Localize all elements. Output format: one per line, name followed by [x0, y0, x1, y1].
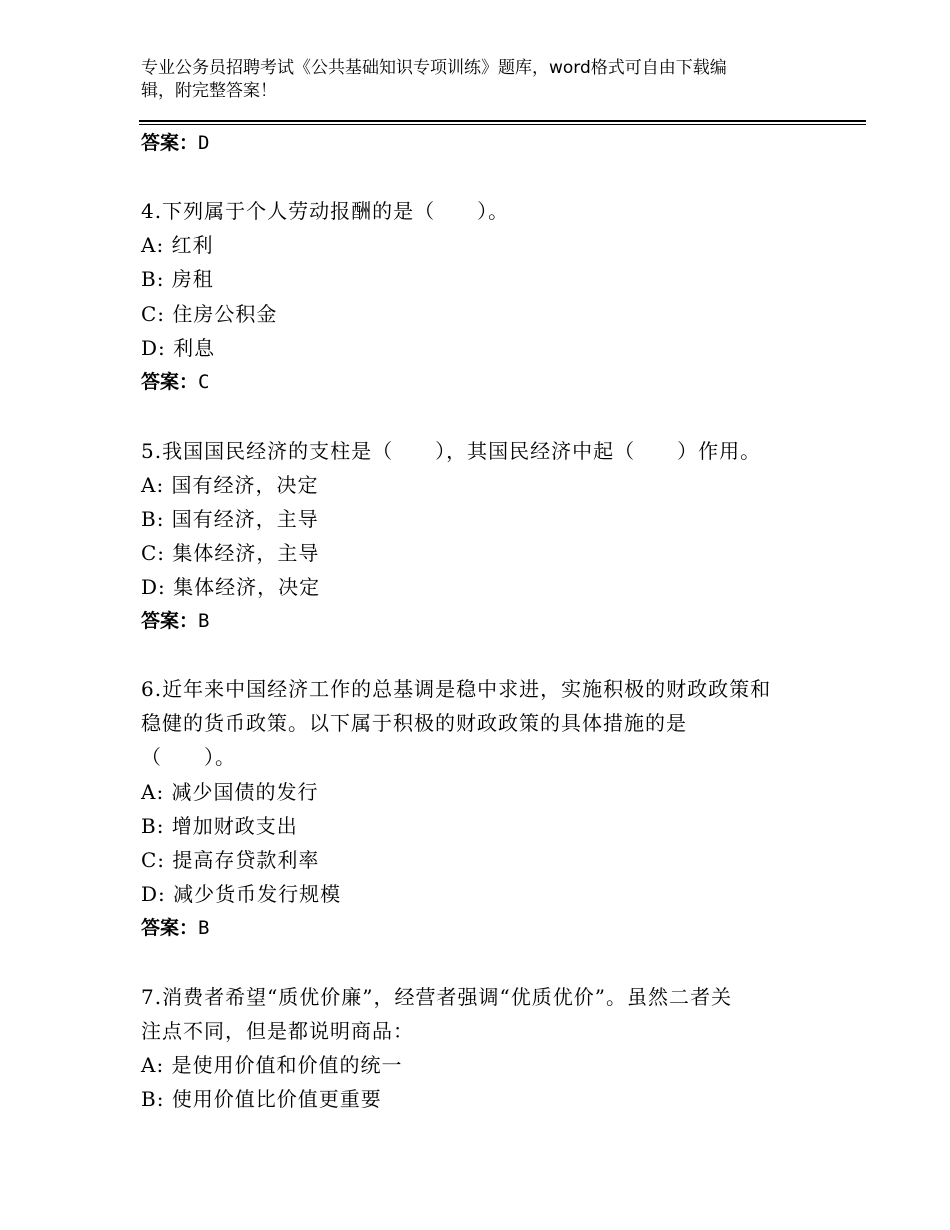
document-header: [141, 57, 801, 103]
option-a: A: 红利: [141, 233, 214, 257]
option-a: A: 减少国债的发行: [141, 780, 319, 804]
option-a: A: 国有经济，决定: [141, 473, 319, 497]
option-d: D: 减少货币发行规模: [141, 882, 342, 906]
answer-line: [141, 131, 209, 155]
option-c: C: 住房公积金: [141, 302, 278, 326]
question-stem: 6.近年来中国经济工作的总基调是稳中求进，实施积极的财政政策和: [141, 677, 772, 701]
question-stem: 稳健的货币政策。以下属于积极的财政政策的具体措施的是: [141, 711, 687, 735]
option-d: D: 利息: [141, 336, 216, 360]
header-divider-thin: [139, 124, 866, 125]
option-c: C: 提高存贷款利率: [141, 848, 320, 872]
question-stem: 7.消费者希望“质优价廉”，经营者强调“优质优价”。虽然二者关: [141, 985, 732, 1009]
answer-line: [141, 916, 209, 940]
answer-label: 答案：: [141, 917, 199, 939]
answer-label: 答案：: [141, 371, 199, 393]
answer-value: D: [198, 132, 210, 154]
question-stem: 4.下列属于个人劳动报酬的是（ ）。: [141, 199, 510, 223]
answer-line: [141, 370, 209, 394]
answer-value: C: [198, 371, 210, 393]
option-b: B: 房租: [141, 267, 214, 291]
question-stem: 5.我国国民经济的支柱是（ ），其国民经济中起（ ）作用。: [141, 439, 762, 463]
answer-label: 答案：: [141, 610, 199, 632]
header-divider-thick: [139, 120, 866, 122]
answer-line: [141, 609, 209, 633]
answer-value: B: [198, 610, 210, 632]
option-c: C: 集体经济，主导: [141, 541, 320, 565]
question-stem: （ ）。: [141, 745, 236, 769]
question-stem: 注点不同，但是都说明商品：: [141, 1019, 414, 1043]
option-b: B: 增加财政支出: [141, 814, 298, 838]
header-line: 辑，附完整答案！: [141, 81, 277, 101]
header-line: 专业公务员招聘考试《公共基础知识专项训练》题库，word格式可自由下载编: [141, 58, 727, 78]
answer-value: B: [198, 917, 210, 939]
option-b: B: 国有经济，主导: [141, 507, 319, 531]
option-d: D: 集体经济，决定: [141, 575, 321, 599]
option-b: B: 使用价值比价值更重要: [141, 1087, 382, 1111]
option-a: A: 是使用价值和价值的统一: [141, 1053, 403, 1077]
answer-label: 答案：: [141, 132, 199, 154]
